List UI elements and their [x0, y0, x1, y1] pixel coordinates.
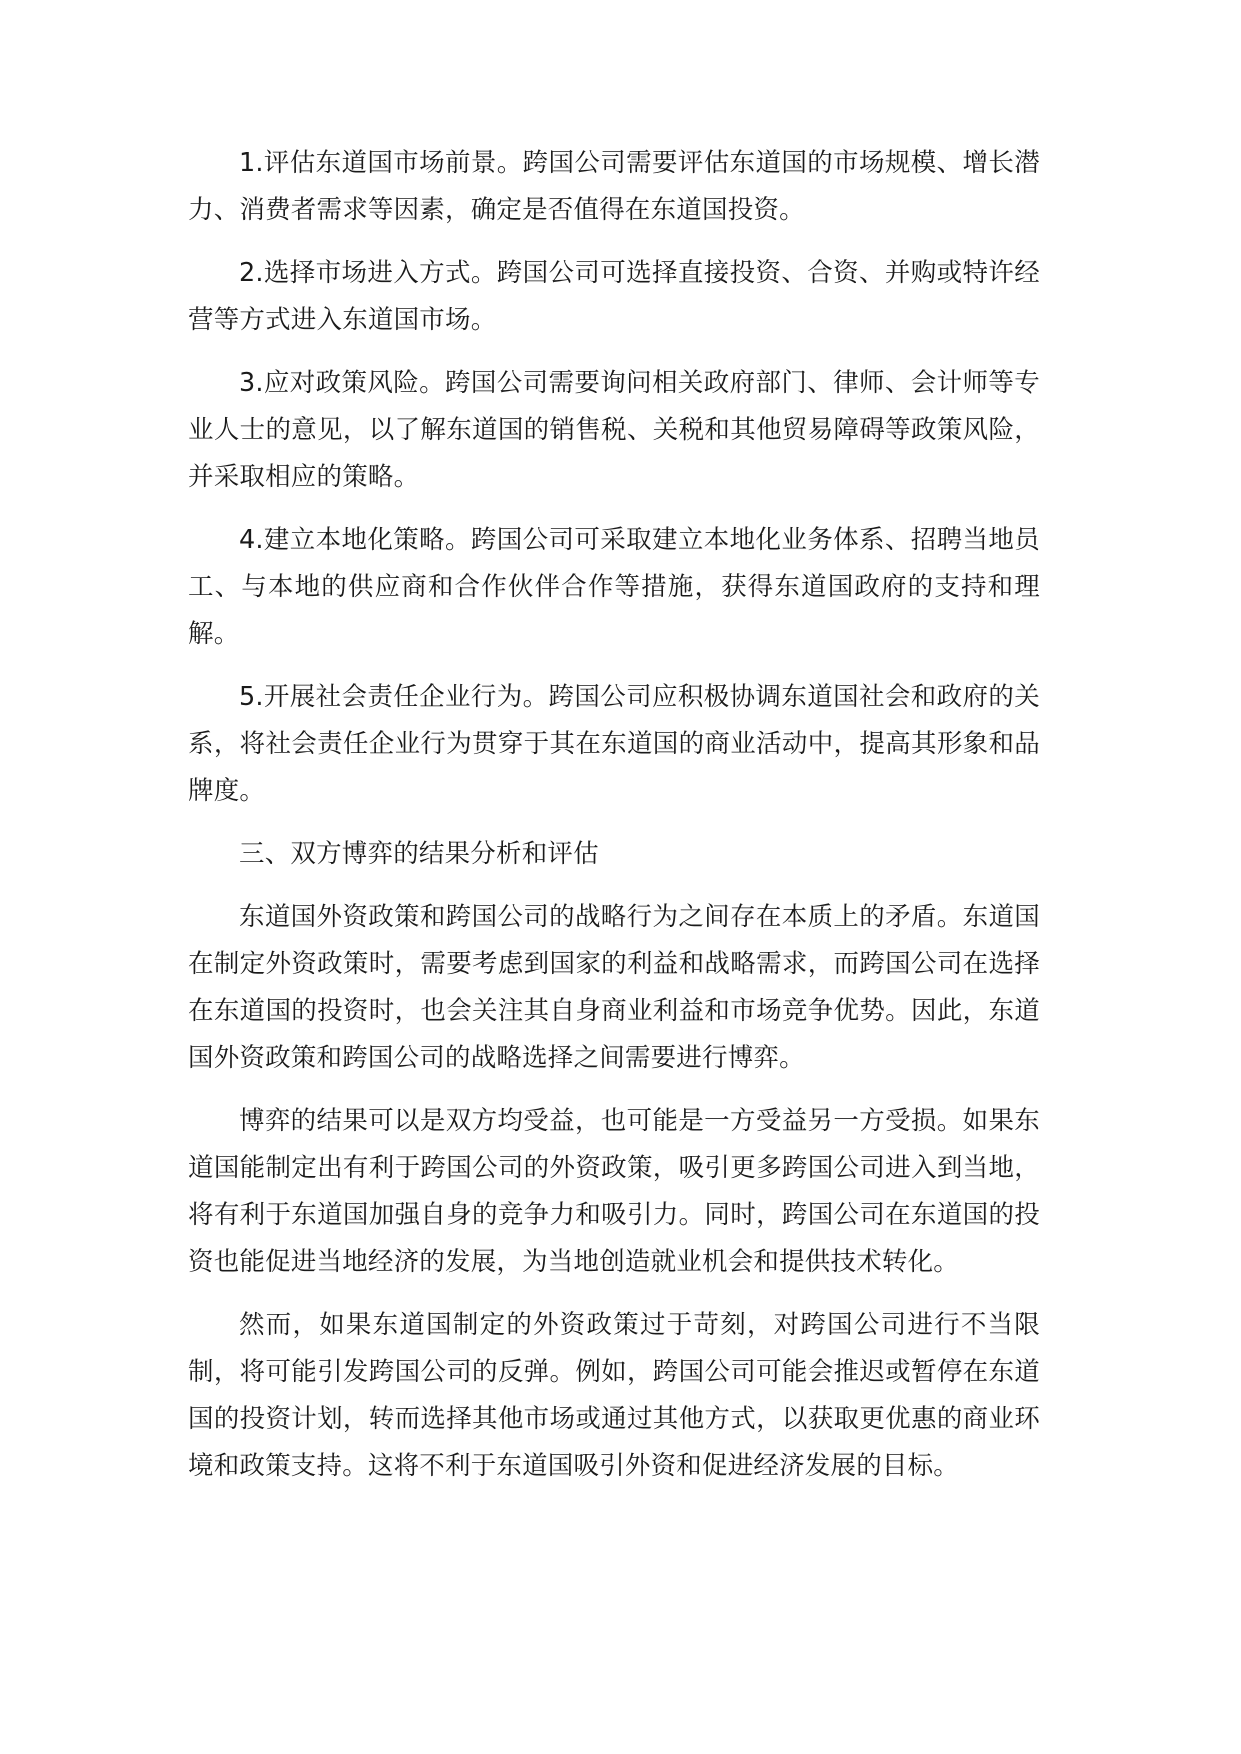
paragraph-policy-risk: 3.应对政策风险。跨国公司需要询问相关政府部门、律师、会计师等专业人士的意见，以了解东道国的销售税、关税和其他贸易障碍等政策风险，并采取相应的策略。	[188, 368, 1040, 492]
paragraph-game-result: 博弈的结果可以是双方均受益，也可能是一方受益另一方受损。如果东道国能制定出有利于跨国公司的外资政策，吸引更多跨国公司进入到当地，将有利于东道国加强自身的竞争力和吸引力。同时，跨国公司在东道国的投资也能促进当地经济的发展，为当地创造就业机会和提供技术转化。	[188, 1106, 1040, 1277]
paragraph-market-entry: 2.选择市场进入方式。跨国公司可选择直接投资、合资、并购或特许经营等方式进入东道国市场。	[188, 258, 1040, 335]
document-page	[188, 140, 1040, 1506]
section-heading: 三、双方博弈的结果分析和评估	[239, 839, 599, 869]
paragraph-social-responsibility: 5.开展社会责任企业行为。跨国公司应积极协调东道国社会和政府的关系，将社会责任企业行为贯穿于其在东道国的商业活动中，提高其形象和品牌度。	[188, 682, 1040, 806]
paragraph-contradiction: 东道国外资政策和跨国公司的战略行为之间存在本质上的矛盾。东道国在制定外资政策时，需要考虑到国家的利益和战略需求，而跨国公司在选择在东道国的投资时，也会关注其自身商业利益和市场竞争优势。因此，东道国外资政策和跨国公司的战略选择之间需要进行博弈。	[188, 902, 1040, 1073]
paragraph-market-outlook: 1.评估东道国市场前景。跨国公司需要评估东道国的市场规模、增长潜力、消费者需求等因素，确定是否值得在东道国投资。	[188, 148, 1040, 225]
paragraph-localization: 4.建立本地化策略。跨国公司可采取建立本地化业务体系、招聘当地员工、与本地的供应商和合作伙伴合作等措施，获得东道国政府的支持和理解。	[188, 525, 1040, 649]
paragraph-harsh-policy: 然而，如果东道国制定的外资政策过于苛刻，对跨国公司进行不当限制，将可能引发跨国公司的反弹。例如，跨国公司可能会推迟或暂停在东道国的投资计划，转而选择其他市场或通过其他方式，以获取更优惠的商业环境和政策支持。这将不利于东道国吸引外资和促进经济发展的目标。	[188, 1310, 1040, 1481]
